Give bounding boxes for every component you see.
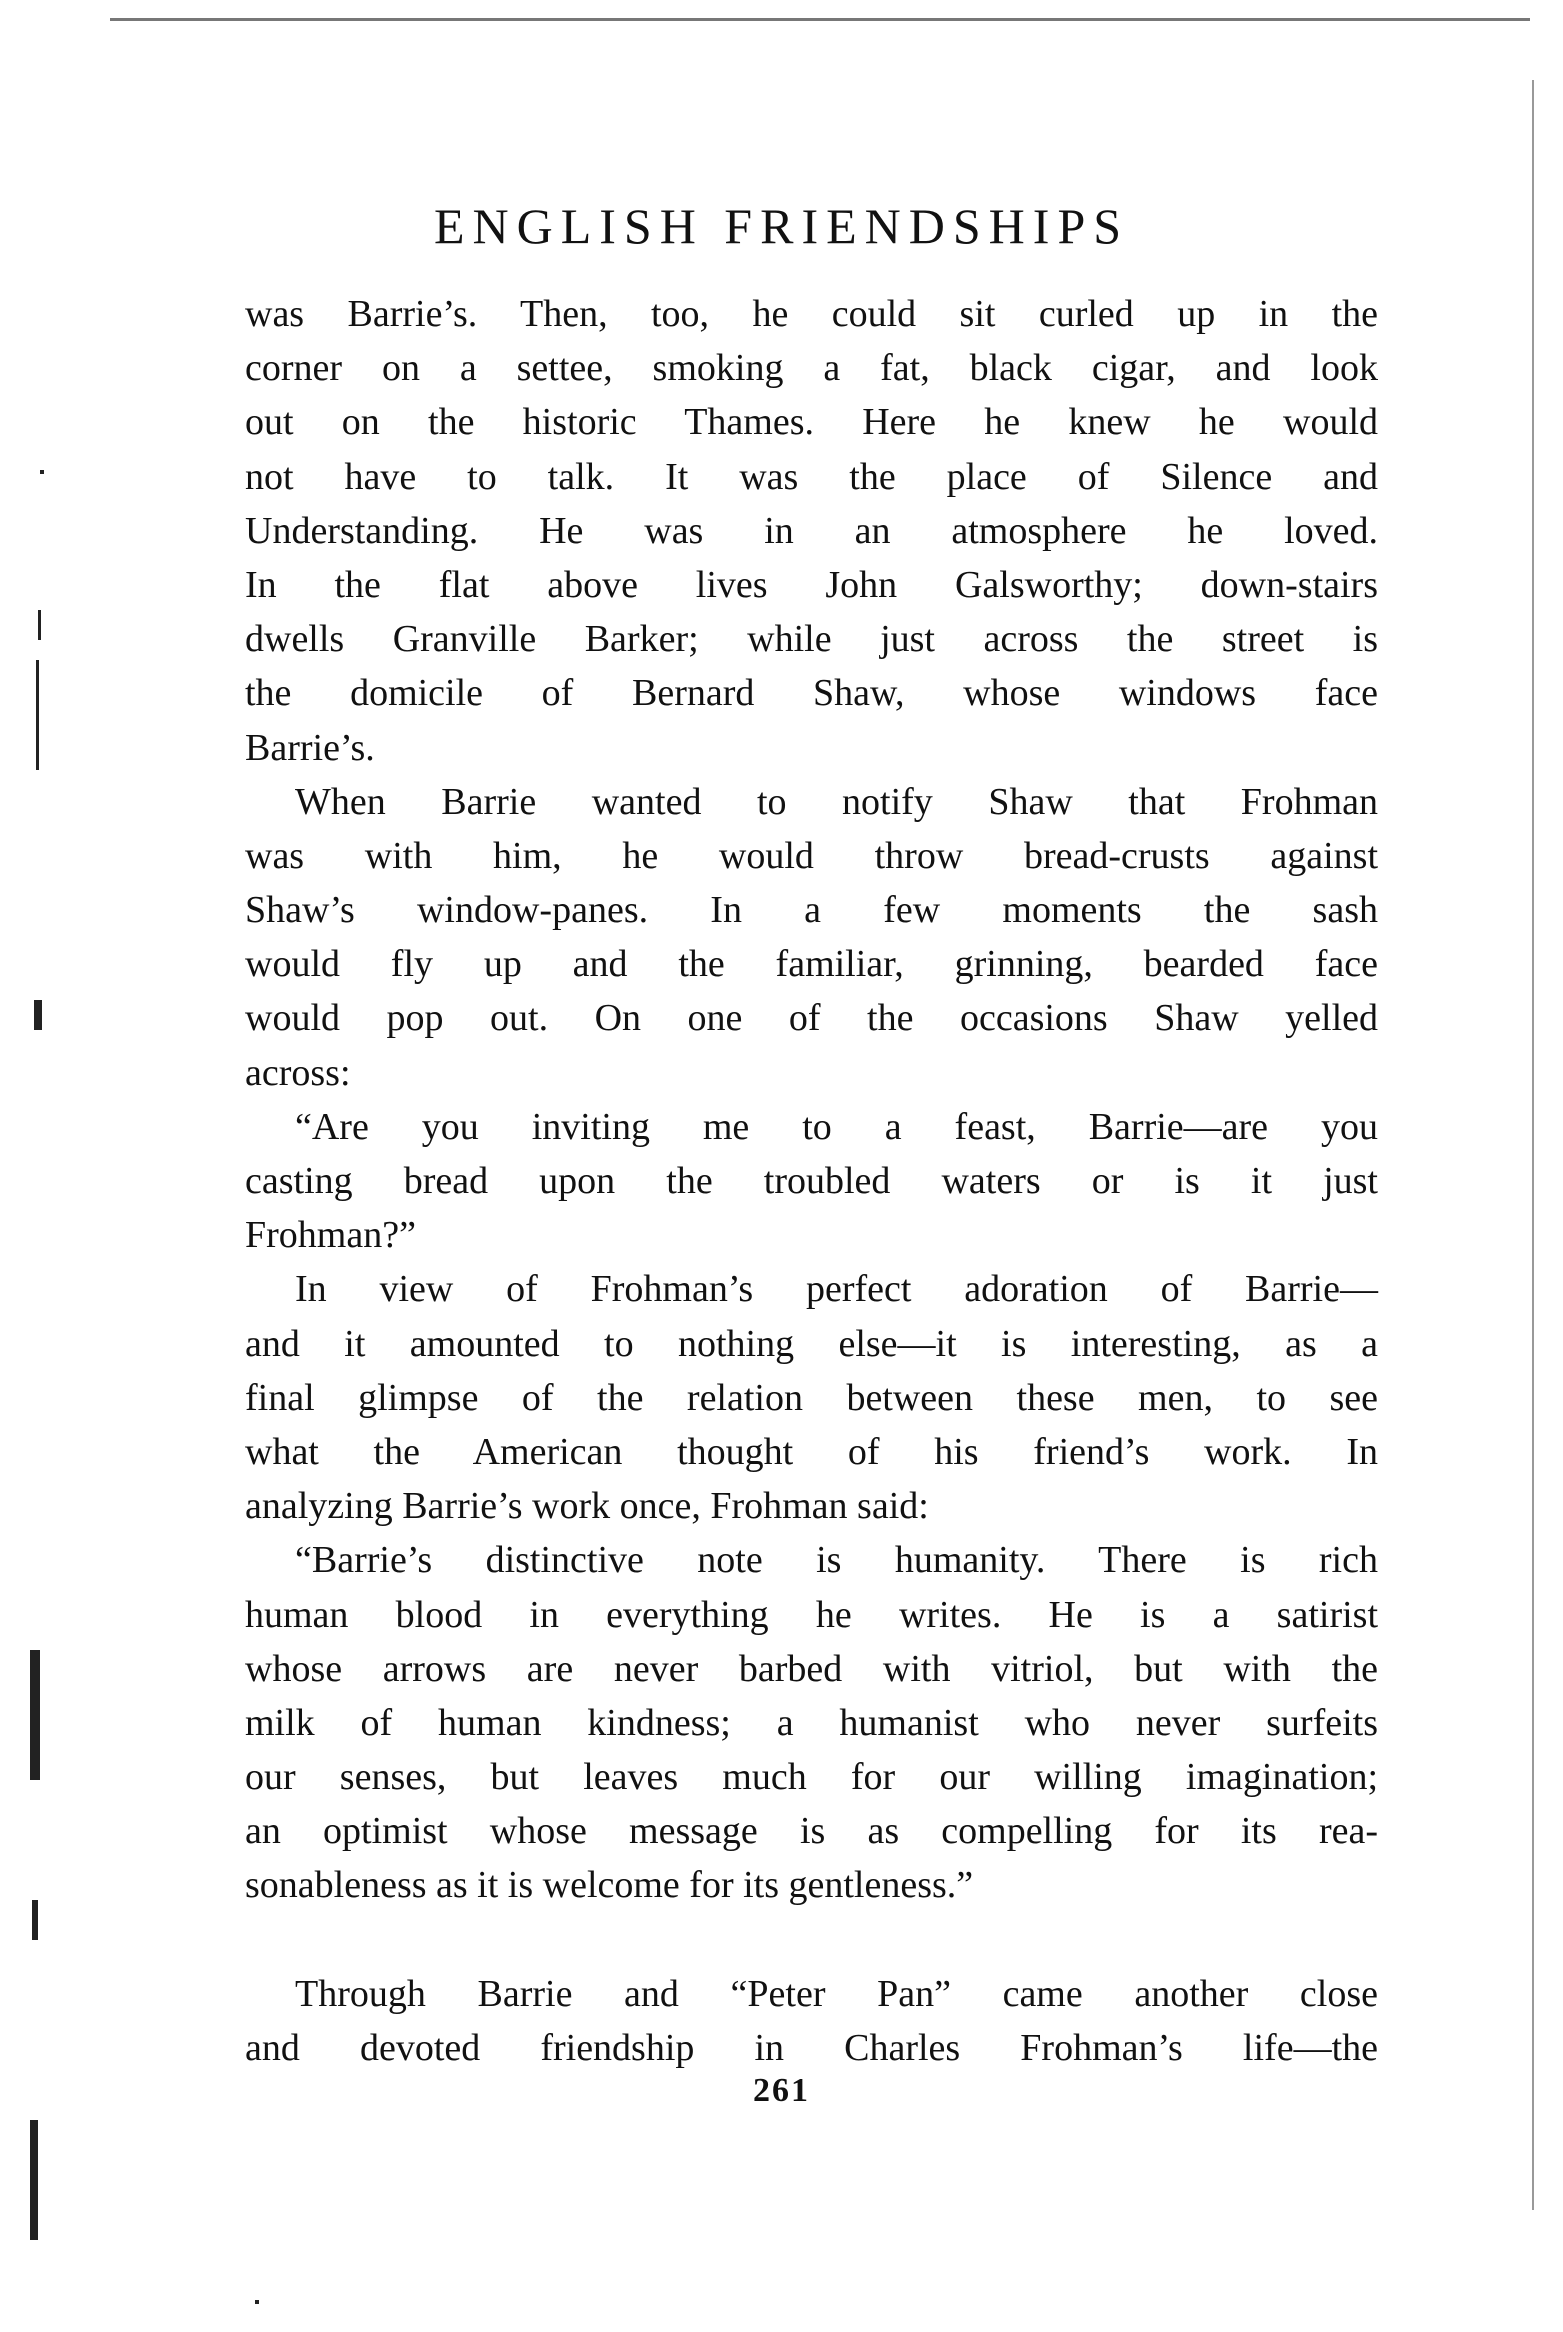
text-line: the domicile of Bernard Shaw, whose windows face (245, 672, 1378, 715)
text-line: was Barrie’s. Then, too, he could sit curled up in the (245, 293, 1378, 335)
text-line: casting bread upon the troubled waters or is it just (245, 1160, 1378, 1202)
scan-speck (38, 610, 41, 640)
text-line: sonableness as it is welcome for its gentleness.” (245, 1864, 974, 1907)
text-line: an optimist whose message is as compelling for its rea- (245, 1810, 1378, 1853)
text-line: would pop out. On one of the occasions Shaw yelled (245, 997, 1378, 1040)
scan-speck (30, 1650, 40, 1780)
text-line: “Are you inviting me to a feast, Barrie—are you (295, 1105, 1378, 1148)
scan-edge-line (110, 18, 1530, 21)
text-line: not have to talk. It was the place of Silence and (245, 455, 1378, 498)
text-line: human blood in everything he writes. He is a satirist (245, 1593, 1378, 1636)
text-line: across: (245, 1051, 351, 1094)
text-line: corner on a settee, smoking a fat, black cigar, and look (245, 347, 1378, 390)
text-line: Through Barrie and “Peter Pan” came another close (295, 1972, 1378, 2015)
text-line: analyzing Barrie’s work once, Frohman said: (245, 1485, 929, 1528)
text-line: In view of Frohman’s perfect adoration of Barrie— (295, 1268, 1378, 1311)
page-body-text (245, 287, 1378, 2075)
text-line: what the American thought of his friend’s work. In (245, 1430, 1378, 1473)
text-line: milk of human kindness; a humanist who never surfeits (245, 1701, 1378, 1744)
scan-speck (36, 660, 39, 770)
text-line: Frohman?” (245, 1214, 416, 1257)
text-line: dwells Granville Barker; while just across the street is (245, 618, 1378, 661)
scan-speck (30, 2120, 38, 2240)
page-number: 261 (753, 2072, 810, 2109)
page-edge-shadow (1532, 80, 1534, 2210)
text-line: would fly up and the familiar, grinning, bearded face (245, 943, 1378, 986)
text-line: Shaw’s window-panes. In a few moments the sash (245, 889, 1378, 932)
scan-speck (40, 470, 44, 474)
scan-speck (255, 2300, 259, 2304)
text-line: and devoted friendship in Charles Frohman’s life—the (245, 2026, 1378, 2069)
running-header: ENGLISH FRIENDSHIPS (433, 198, 1130, 254)
text-line: our senses, but leaves much for our willing imagination; (245, 1756, 1378, 1799)
text-line: was with him, he would throw bread-crusts against (245, 834, 1378, 877)
text-line: whose arrows are never barbed with vitriol, but with the (245, 1647, 1378, 1690)
text-line: “Barrie’s distinctive note is humanity. There is rich (295, 1539, 1378, 1582)
text-line: final glimpse of the relation between these men, to see (245, 1376, 1378, 1419)
text-line: When Barrie wanted to notify Shaw that Frohman (295, 780, 1378, 823)
scan-speck (34, 1000, 42, 1030)
text-line: and it amounted to nothing else—it is interesting, as a (245, 1322, 1378, 1365)
text-line: Understanding. He was in an atmosphere he loved. (245, 509, 1378, 552)
text-line: Barrie’s. (245, 726, 375, 769)
text-line: In the flat above lives John Galsworthy; down-stairs (245, 563, 1378, 606)
paragraph-gap (245, 1913, 1378, 1967)
text-line: out on the historic Thames. Here he knew he would (245, 401, 1378, 444)
scan-speck (32, 1900, 38, 1940)
